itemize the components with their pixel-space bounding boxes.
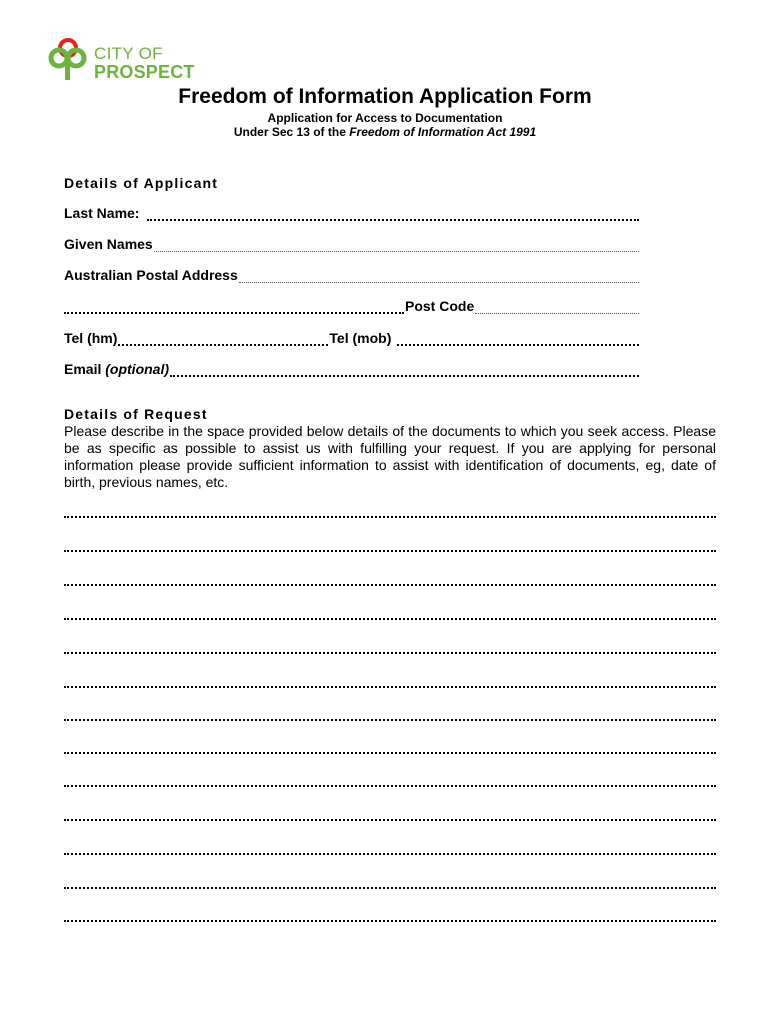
email-field[interactable] bbox=[170, 361, 639, 377]
request-instructions: Please describe in the space provided below details of the documents to which you seek access. Please be as specific as possible to assist us with fulfilling your request. If you are applying for personal information please provide sufficient information to assist with identification of documents, eg, date of birth, previous names, etc. bbox=[64, 423, 716, 490]
tel-mob-field[interactable] bbox=[397, 330, 639, 346]
postal-address-label: Australian Postal Address bbox=[64, 267, 238, 283]
last-name-field[interactable] bbox=[147, 205, 639, 221]
email-row bbox=[64, 359, 640, 377]
post-code-field[interactable] bbox=[475, 299, 639, 314]
request-line[interactable] bbox=[64, 514, 716, 518]
email-label-text: Email bbox=[64, 361, 102, 377]
request-line[interactable] bbox=[64, 918, 716, 922]
postal-address-line2-field[interactable] bbox=[64, 298, 404, 314]
request-line[interactable] bbox=[64, 717, 716, 721]
tel-hm-field[interactable] bbox=[118, 330, 328, 346]
postal-address-row bbox=[64, 265, 640, 283]
applicant-heading: Details of Applicant bbox=[64, 175, 219, 191]
post-code-label: Post Code bbox=[405, 298, 475, 314]
prospect-logo-icon bbox=[48, 36, 92, 84]
request-line[interactable] bbox=[64, 548, 716, 552]
page-subtitle: Application for Access to Documentation bbox=[267, 111, 503, 125]
tel-hm-label: Tel (hm) bbox=[64, 330, 118, 346]
page-title: Freedom of Information Application Form bbox=[178, 85, 592, 108]
email-label bbox=[64, 361, 169, 377]
request-heading: Details of Request bbox=[64, 406, 208, 422]
request-line[interactable] bbox=[64, 750, 716, 754]
request-line[interactable] bbox=[64, 616, 716, 620]
act-reference bbox=[0, 125, 770, 139]
request-line[interactable] bbox=[64, 783, 716, 787]
given-names-field[interactable] bbox=[154, 237, 639, 252]
act-name: Freedom of Information Act 1991 bbox=[349, 125, 537, 139]
request-line[interactable] bbox=[64, 650, 716, 654]
given-names-label: Given Names bbox=[64, 236, 153, 252]
last-name-row bbox=[64, 203, 640, 221]
logo-prospect: PROSPECT bbox=[94, 62, 195, 82]
tel-mob-label: Tel (mob) bbox=[329, 330, 392, 346]
request-line[interactable] bbox=[64, 851, 716, 855]
city-of-prospect-logo bbox=[48, 36, 218, 86]
logo-city-of: CITY OF bbox=[94, 44, 163, 63]
request-line[interactable] bbox=[64, 582, 716, 586]
act-prefix: Under Sec 13 of the bbox=[233, 125, 350, 139]
email-optional-label: (optional) bbox=[105, 361, 170, 377]
address-postcode-row bbox=[64, 296, 640, 314]
given-names-row bbox=[64, 234, 640, 252]
request-line[interactable] bbox=[64, 885, 716, 889]
postal-address-field[interactable] bbox=[239, 268, 639, 283]
last-name-label: Last Name: bbox=[64, 205, 140, 221]
request-line[interactable] bbox=[64, 684, 716, 688]
request-line[interactable] bbox=[64, 817, 716, 821]
telephone-row bbox=[64, 328, 640, 346]
